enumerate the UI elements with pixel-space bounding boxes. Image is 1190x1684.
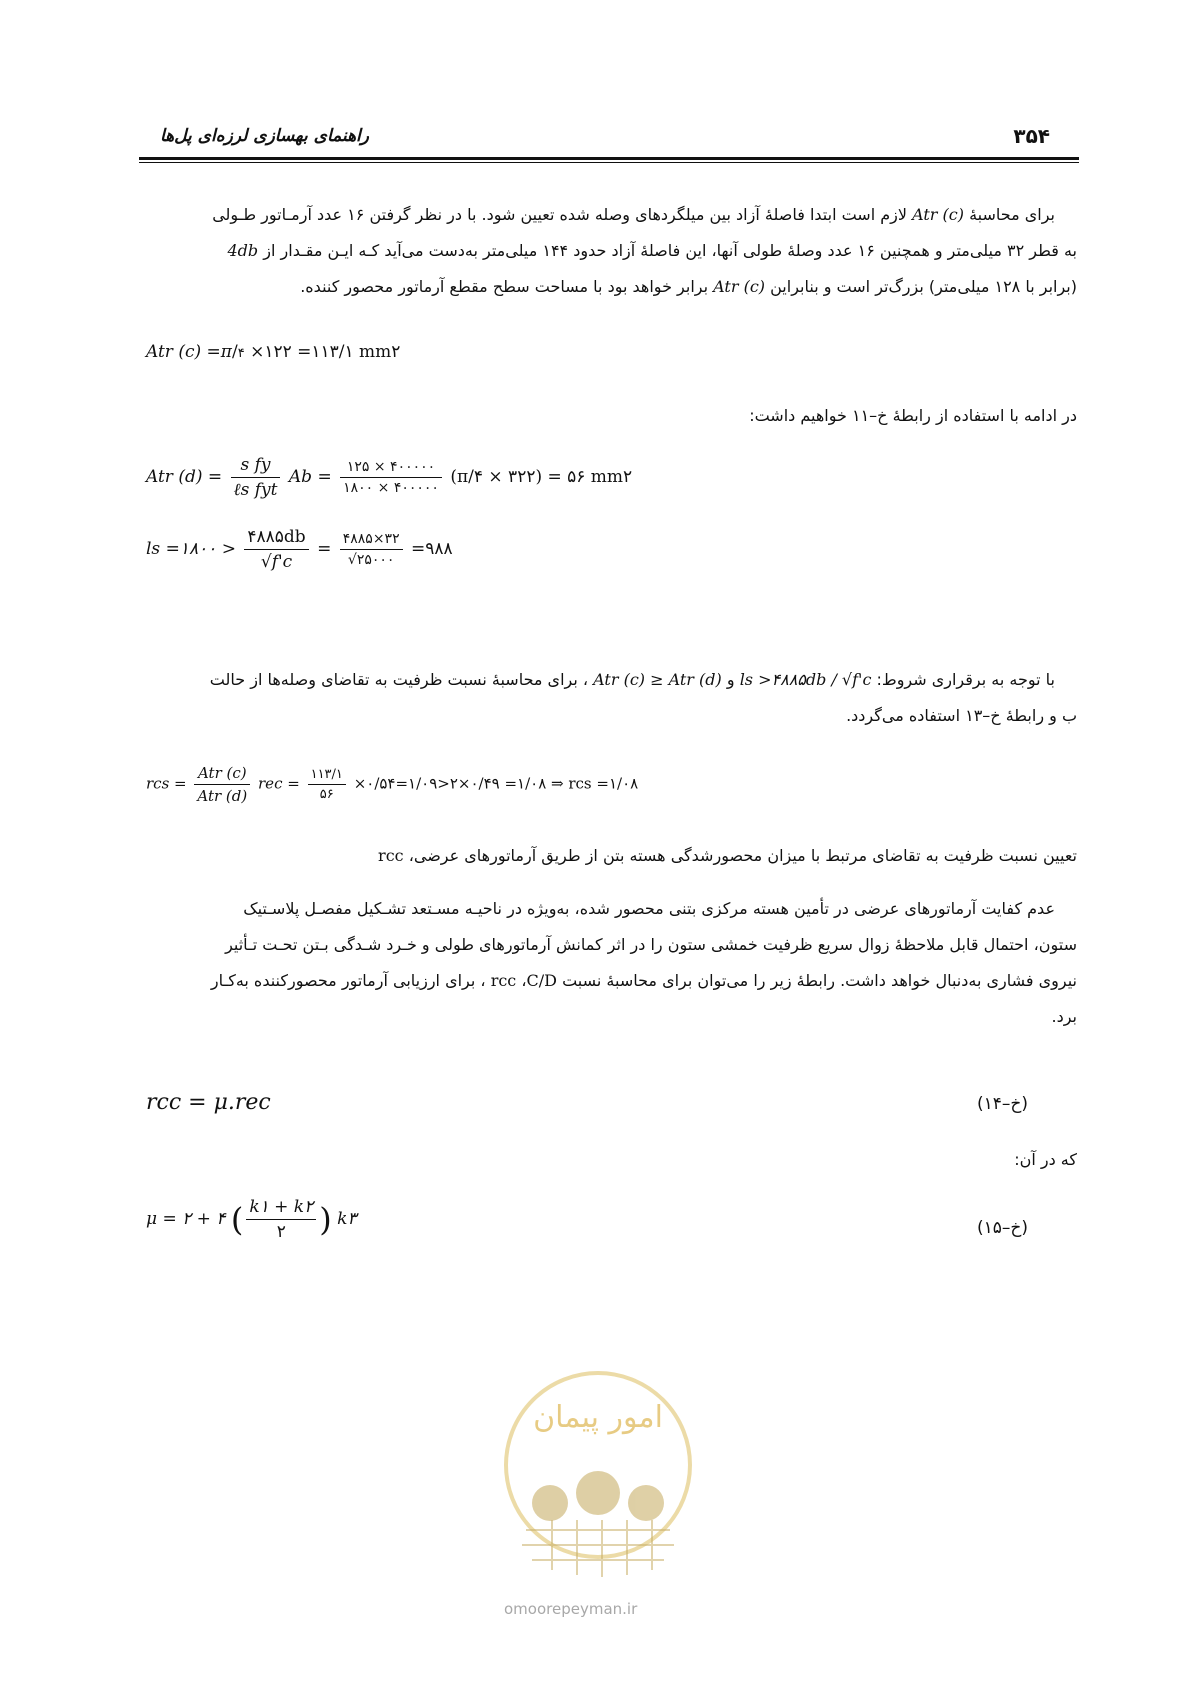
fraction-numerator: ۱۲۵ × ۴۰۰۰۰۰: [340, 459, 442, 478]
fraction: [340, 459, 442, 496]
math-condition-atr: Atr (c) ≥ Atr (d): [593, 670, 722, 689]
fraction: [231, 455, 281, 500]
running-title: راهنمای بهسازی لرزه‌ای پل‌ها: [160, 126, 369, 146]
text-run: ، برای ارزیابی آرماتور محصورکننده به‌کـار: [210, 971, 486, 990]
paragraph-4-line-4: برد.: [1051, 1007, 1077, 1026]
section-heading-line: [145, 838, 1077, 874]
fraction-denominator: ۱۸۰۰ × ۴۰۰۰۰۰: [343, 480, 439, 496]
fraction-denominator: ℓs fyt: [233, 480, 278, 500]
eq-tail: (π/۴ × ۳۲۲) = ۵۶ mm۲: [450, 467, 633, 487]
math-4db: 4db: [227, 241, 259, 260]
eq-rhs: ×۰/۵۴=۱/۰۹>۲×۰/۴۹ =۱/۰۸ ⇒ rcs =۱/۰۸: [353, 774, 639, 793]
text-run: و: [726, 670, 735, 689]
eq-rhs: =۹۸۸: [411, 539, 453, 559]
math-atr-c: Atr (c): [713, 277, 766, 296]
fraction-numerator: Atr (c): [194, 764, 250, 785]
equation-atr-c: Atr (c) =π/۴ ×۱۲۲ =۱۱۳/۱ mm۲: [146, 342, 401, 362]
section-heading: [145, 838, 1077, 874]
watermark-logo: [492, 1365, 704, 1583]
math-rcc-cd: rcc ،C/D: [490, 971, 557, 990]
text-run: برابر خواهد بود با مساحت سطح مقطع آرماتور محصور کننده.: [300, 277, 709, 296]
text-run: با توجه به برقراری شروط:: [876, 670, 1055, 689]
fraction: [308, 767, 346, 802]
fraction-numerator: ۴۸۸۵×۳۲: [340, 531, 403, 550]
paragraph-4: [145, 891, 1077, 1035]
text-run: برای محاسبهٔ: [969, 205, 1055, 224]
where-label: [145, 1142, 1077, 1178]
text-run: (برابر با ۱۲۸ میلی‌متر) بزرگ‌تر است و بنابراین: [770, 277, 1077, 296]
eq-lhs: ls =۱۸۰۰ >: [146, 539, 236, 559]
eq-lhs: Atr (c): [146, 342, 202, 362]
eq-tail: k۳: [337, 1209, 357, 1229]
equation-ls: ls =۱۸۰۰ > $\frac{۴۸۸۵db}{√f'c}$ = $\frac{۴۸۸۵\times ۳۲}{√۲۵۰۰۰}$ =۹۸۸: [146, 527, 453, 572]
equation-14: rcc = μ.rec: [146, 1090, 271, 1115]
paragraph-1-line-1: [145, 197, 1077, 233]
eq-lhs: μ = ۲ + ۴: [146, 1209, 226, 1229]
page-number: ۳۵۴: [1013, 124, 1050, 148]
fraction-numerator: k۱ + k۲: [246, 1197, 316, 1220]
paragraph-3-line-2: ب و رابطهٔ خ–۱۳ استفاده می‌گردد.: [846, 706, 1077, 725]
paragraph-3: [145, 662, 1077, 734]
eq-lhs: rcs =: [146, 774, 187, 793]
where-text: که در آن:: [1014, 1150, 1077, 1169]
text-run: به قطر ۳۲ میلی‌متر و همچنین ۱۶ عدد وصلهٔ طولی آنها، این فاصلهٔ آزاد حدود ۱۴۴ میلی‌متر به‌دست می‌آید کـه ایـن مقـدار از: [263, 241, 1077, 260]
fraction: [246, 1197, 316, 1242]
fraction: [194, 764, 250, 805]
equation-15: μ = ۲ + ۴ ( $\frac{k۱ + k۲}{۲}$ ) k۳: [146, 1197, 357, 1242]
fraction-denominator: Atr (d): [197, 787, 248, 805]
fraction: [340, 531, 403, 568]
paragraph-4-line-2: ستون، احتمال قابل ملاحظهٔ زوال سریع ظرفیت خمشی ستون را در اثر کمانش آرماتورهای طولی و خـرد شـدگی بـتن تحـت تـأثیر: [225, 935, 1077, 954]
header-rule-thin: [139, 162, 1079, 163]
eq-rhs: ×۱۲۲ =۱۱۳/۱ mm۲: [250, 342, 401, 362]
fraction-numerator: ۱۱۳/۱: [308, 767, 346, 785]
paragraph-3-line-1: [145, 662, 1077, 698]
math-condition-ls: ls >۴۸۸۵db / √f'c: [739, 670, 872, 689]
paragraph-1-line-2: [145, 233, 1077, 269]
paragraph-4-line-1: عدم کفایت آرماتورهای عرضی در تأمین هسته مرکزی بتنی محصور شده، به‌ویژه در ناحیـه مسـتعد تشـکیل مفصـل پلاسـتیک: [243, 899, 1055, 918]
fraction-denominator: ۲: [276, 1222, 286, 1242]
fraction-denominator: ۵۶: [319, 787, 334, 802]
equation-14-number: (خ–۱۴): [976, 1094, 1028, 1114]
eq-lhs: Atr (d) =: [146, 467, 223, 487]
fraction-denominator: √f'c: [260, 552, 293, 572]
equation-15-number: (خ–۱۵): [976, 1218, 1028, 1238]
text-run: ، برای محاسبهٔ نسبت ظرفیت به تقاضای وصله‌ها از حالت: [209, 670, 589, 689]
fraction: [244, 527, 308, 572]
equation-rcs: [146, 764, 638, 805]
paragraph-2-text: در ادامه با استفاده از رابطهٔ خ–۱۱ خواهیم داشت:: [749, 406, 1077, 425]
watermark-logo-text: امور پیمان: [533, 1400, 663, 1435]
fraction-numerator: s fy: [231, 455, 281, 478]
math-atr-c: Atr (c): [912, 205, 964, 224]
header-rule-thick: [139, 157, 1079, 160]
paragraph-1-line-3: [145, 269, 1077, 305]
eq-ab: Ab =: [288, 467, 332, 487]
heading-text: تعیین نسبت ظرفیت به تقاضای مرتبط با میزان محصورشدگی هسته بتن از طریق آرماتورهای عرضی،: [408, 846, 1077, 865]
fraction-denominator: √۲۵۰۰۰: [347, 552, 395, 568]
watermark-url: omoorepeyman.ir: [504, 1600, 638, 1618]
paragraph-2: [145, 398, 1077, 434]
text-run: نیروی فشاری به‌دنبال خواهد داشت. رابطهٔ زیر را می‌توان برای محاسبهٔ نسبت: [562, 971, 1077, 990]
paragraph-4-line-3: [145, 963, 1077, 999]
eq-mid: rec =: [258, 774, 300, 793]
fraction-numerator: ۴۸۸۵db: [244, 527, 308, 550]
math-rcc: rcc: [378, 846, 404, 865]
paragraph-1: [145, 197, 1077, 305]
equation-atr-d: [146, 455, 632, 500]
text-run: لازم است ابتدا فاصلهٔ آزاد بین میلگردهای وصله شده تعیین شود. با در نظر گرفتن ۱۶ عدد آرمـاتور طـولی: [212, 205, 907, 224]
